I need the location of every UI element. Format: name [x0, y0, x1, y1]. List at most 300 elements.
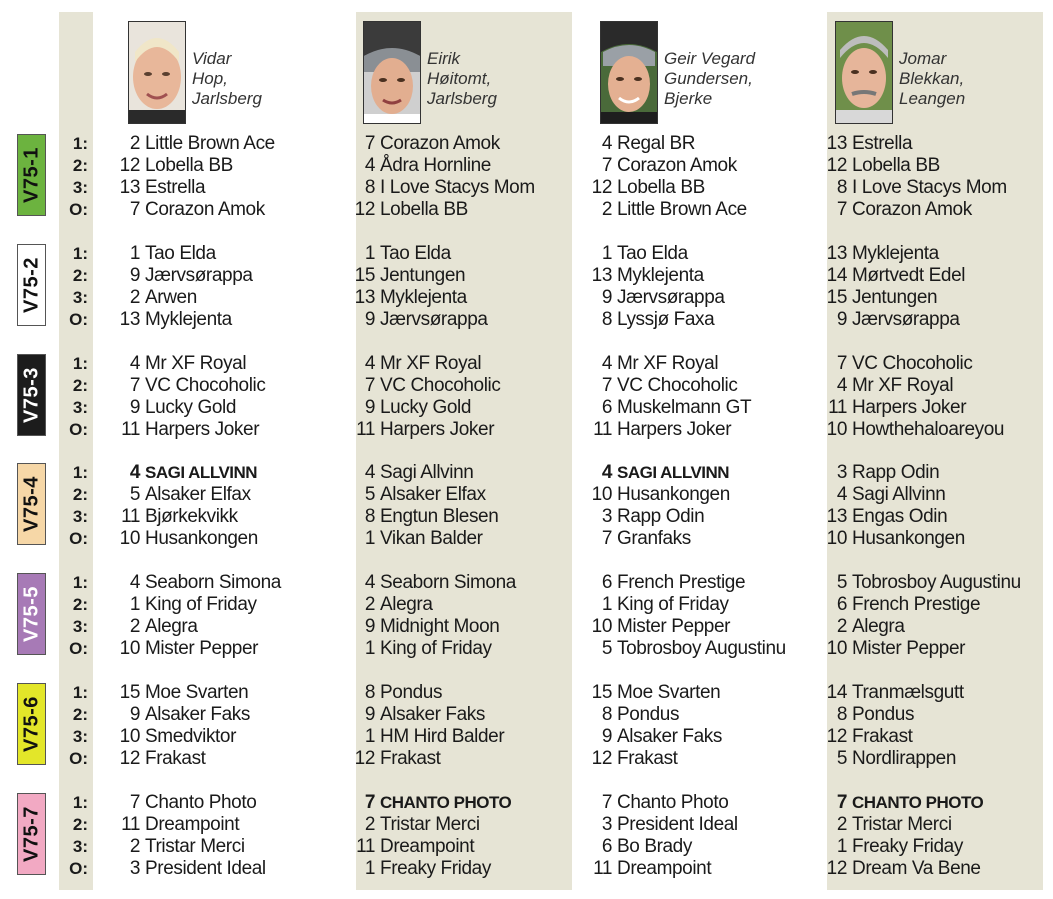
- horse-name: VC Chocoholic: [145, 375, 266, 396]
- pick-row: [353, 353, 500, 375]
- pick-row: [353, 419, 500, 441]
- pick-row: [590, 353, 751, 375]
- horse-name: Midnight Moon: [380, 616, 500, 637]
- rank-label: 1:: [72, 793, 88, 812]
- horse-name: Alsaker Faks: [380, 704, 486, 725]
- start-number: 1: [364, 243, 375, 264]
- rank-label: 2:: [72, 705, 88, 724]
- start-number: 7: [836, 199, 847, 220]
- pick-row: [825, 704, 964, 726]
- pick-row: [825, 638, 1021, 660]
- pick-row: [118, 682, 250, 704]
- rank-labels: [64, 243, 88, 331]
- start-number: 5: [836, 572, 847, 593]
- horse-name: King of Friday: [145, 594, 257, 615]
- start-number: 2: [836, 616, 847, 637]
- rank-label: 3:: [72, 288, 88, 307]
- start-number: 13: [826, 133, 847, 154]
- tipster-picks: [825, 682, 964, 770]
- tipster-picks: [825, 133, 1007, 221]
- horse-name: Alegra: [380, 594, 433, 615]
- horse-name: Freaky Friday: [380, 858, 491, 879]
- pick-row: [353, 704, 504, 726]
- start-number: 11: [593, 858, 612, 879]
- horse-name: Mr XF Royal: [852, 375, 954, 396]
- horse-name: Rapp Odin: [617, 506, 705, 527]
- horse-name: Lucky Gold: [380, 397, 472, 418]
- start-number: 10: [591, 616, 612, 637]
- horse-name: Frakast: [145, 748, 206, 769]
- horse-name: Myklejenta: [380, 287, 467, 308]
- pick-row: [353, 814, 511, 836]
- pick-row: [118, 462, 258, 484]
- start-number: 1: [364, 858, 375, 879]
- start-number: 12: [591, 177, 612, 198]
- pick-row: [825, 243, 965, 265]
- pick-row: [353, 484, 498, 506]
- start-number: 5: [836, 748, 847, 769]
- horse-name: Alsaker Elfax: [145, 484, 251, 505]
- start-number: 11: [593, 419, 612, 440]
- pick-row: [118, 265, 253, 287]
- pick-row: [353, 375, 500, 397]
- pick-row: [118, 858, 266, 880]
- horse-name: Engtun Blesen: [380, 506, 499, 527]
- pick-row: [118, 638, 281, 660]
- horse-name: Jærvsørappa: [617, 287, 725, 308]
- pick-row: [825, 528, 965, 550]
- horse-name: Tristar Merci: [380, 814, 480, 835]
- tipster-name: Eirik Høitomt, Jarlsberg: [427, 49, 497, 108]
- pick-row: [590, 814, 738, 836]
- start-number: 1: [364, 528, 375, 549]
- horse-name: Mr XF Royal: [380, 353, 482, 374]
- start-number: 12: [119, 155, 140, 176]
- rank-label: 1:: [72, 683, 88, 702]
- pick-row: [825, 199, 1007, 221]
- pick-row: [825, 133, 1007, 155]
- start-number: 4: [364, 155, 375, 176]
- pick-row: [590, 616, 786, 638]
- horse-name: Lucky Gold: [145, 397, 237, 418]
- start-number: 13: [119, 309, 140, 330]
- horse-name: Alsaker Elfax: [380, 484, 486, 505]
- horse-name: Mister Pepper: [617, 616, 731, 637]
- horse-name: Nordlirappen: [852, 748, 956, 769]
- tipster-picks: [825, 462, 965, 550]
- horse-name: Mister Pepper: [145, 638, 259, 659]
- start-number: 10: [826, 419, 847, 440]
- horse-name: Mørtvedt Edel: [852, 265, 966, 286]
- start-number: 2: [129, 616, 140, 637]
- pick-row: [825, 748, 964, 770]
- start-number: 7: [601, 375, 612, 396]
- start-number: 7: [364, 792, 375, 813]
- pick-row: [353, 594, 516, 616]
- pick-row: [118, 177, 275, 199]
- start-number: 4: [364, 353, 375, 374]
- start-number: 4: [601, 353, 612, 374]
- start-number: 13: [354, 287, 375, 308]
- rank-labels: [64, 133, 88, 221]
- horse-name: Dreampoint: [145, 814, 240, 835]
- horse-name: HM Hird Balder: [380, 726, 505, 747]
- horse-name: Alegra: [145, 616, 198, 637]
- horse-name: CHANTO PHOTO: [852, 793, 984, 812]
- horse-name: Sagi Allvinn: [852, 484, 946, 505]
- pick-row: [590, 506, 730, 528]
- rank-label: O:: [69, 859, 88, 878]
- horse-name: Howthehaloareyou: [852, 419, 1005, 440]
- pick-row: [118, 572, 281, 594]
- pick-row: [825, 792, 983, 814]
- pick-row: [353, 133, 535, 155]
- start-number: 15: [119, 682, 140, 703]
- pick-row: [590, 638, 786, 660]
- tipster-name: Jomar Blekkan, Leangen: [899, 49, 966, 108]
- start-number: 6: [601, 836, 612, 857]
- pick-row: [118, 133, 275, 155]
- horse-name: Bjørkekvikk: [145, 506, 238, 527]
- tipster-picks: [353, 353, 500, 441]
- horse-name: Jærvsørappa: [145, 265, 253, 286]
- pick-row: [590, 836, 738, 858]
- start-number: 2: [364, 594, 375, 615]
- rank-label: 3:: [72, 507, 88, 526]
- horse-name: Tobrosboy Augustinu: [617, 638, 786, 659]
- horse-name: Engas Odin: [852, 506, 948, 527]
- horse-name: Alsaker Faks: [145, 704, 251, 725]
- pick-row: [825, 836, 983, 858]
- race-label-v75-7: V75-7: [17, 793, 46, 875]
- start-number: 10: [826, 528, 847, 549]
- race-label-v75-5: V75-5: [17, 573, 46, 655]
- horse-name: Pondus: [380, 682, 443, 703]
- horse-name: Pondus: [617, 704, 680, 725]
- start-number: 11: [828, 397, 847, 418]
- pick-row: [353, 506, 498, 528]
- tipster-picks: [353, 792, 511, 880]
- pick-row: [590, 572, 786, 594]
- tipster-picks: [825, 572, 1021, 660]
- pick-row: [825, 287, 965, 309]
- pick-row: [590, 792, 738, 814]
- horse-name: Smedviktor: [145, 726, 237, 747]
- start-number: 1: [601, 243, 612, 264]
- pick-row: [590, 419, 751, 441]
- start-number: 1: [364, 726, 375, 747]
- rank-label: 1:: [72, 463, 88, 482]
- pick-row: [118, 594, 281, 616]
- pick-row: [825, 375, 1004, 397]
- horse-name: Dreampoint: [380, 836, 475, 857]
- horse-name: Chanto Photo: [145, 792, 257, 813]
- start-number: 1: [836, 836, 847, 857]
- horse-name: Arwen: [145, 287, 197, 308]
- horse-name: Mr XF Royal: [617, 353, 719, 374]
- rank-label: 1:: [72, 354, 88, 373]
- horse-name: Moe Svarten: [145, 682, 249, 703]
- horse-name: Lobella BB: [852, 155, 940, 176]
- pick-row: [353, 397, 500, 419]
- pick-row: [353, 528, 498, 550]
- tipster-name: Geir Vegard Gundersen, Bjerke: [664, 49, 756, 108]
- pick-row: [353, 616, 516, 638]
- horse-name: Myklejenta: [852, 243, 939, 264]
- rank-label: 1:: [72, 244, 88, 263]
- pick-row: [353, 726, 504, 748]
- pick-row: [825, 616, 1021, 638]
- rank-label: 2:: [72, 376, 88, 395]
- tipster-picks: [825, 243, 965, 331]
- horse-name: Frakast: [617, 748, 678, 769]
- pick-row: [118, 397, 265, 419]
- pick-row: [118, 748, 250, 770]
- start-number: 5: [364, 484, 375, 505]
- start-number: 8: [364, 682, 375, 703]
- pick-row: [118, 155, 275, 177]
- pick-row: [118, 528, 258, 550]
- horse-name: Mr XF Royal: [145, 353, 247, 374]
- start-number: 7: [129, 792, 140, 813]
- start-number: 13: [591, 265, 612, 286]
- pick-row: [353, 682, 504, 704]
- horse-name: Jærvsørappa: [852, 309, 960, 330]
- start-number: 8: [836, 177, 847, 198]
- horse-name: Little Brown Ace: [145, 133, 275, 154]
- start-number: 10: [119, 638, 140, 659]
- rank-label: 2:: [72, 485, 88, 504]
- pick-row: [590, 287, 725, 309]
- start-number: 1: [364, 638, 375, 659]
- pick-row: [118, 419, 265, 441]
- start-number: 11: [121, 419, 140, 440]
- start-number: 2: [601, 199, 612, 220]
- start-number: 4: [836, 375, 847, 396]
- rank-label: O:: [69, 529, 88, 548]
- horse-name: Regal BR: [617, 133, 696, 154]
- pick-row: [353, 572, 516, 594]
- start-number: 12: [826, 858, 847, 879]
- start-number: 10: [826, 638, 847, 659]
- pick-row: [825, 309, 965, 331]
- start-number: 10: [119, 528, 140, 549]
- start-number: 12: [826, 726, 847, 747]
- start-number: 9: [601, 726, 612, 747]
- horse-name: Tranmælsgutt: [852, 682, 964, 703]
- rank-label: O:: [69, 420, 88, 439]
- start-number: 9: [364, 616, 375, 637]
- tipster-name: Vidar Hop, Jarlsberg: [192, 49, 262, 108]
- rank-label: 3:: [72, 617, 88, 636]
- horse-name: Chanto Photo: [617, 792, 729, 813]
- start-number: 6: [601, 397, 612, 418]
- pick-row: [825, 177, 1007, 199]
- rank-label: 2:: [72, 156, 88, 175]
- pick-row: [118, 243, 253, 265]
- pick-row: [353, 155, 535, 177]
- horse-name: Harpers Joker: [380, 419, 495, 440]
- tipster-picks: [825, 792, 983, 880]
- start-number: 11: [121, 814, 140, 835]
- rank-label: 2:: [72, 815, 88, 834]
- start-number: 7: [364, 133, 375, 154]
- tipster-picks: [118, 133, 275, 221]
- horse-name: Lobella BB: [380, 199, 468, 220]
- start-number: 14: [826, 682, 847, 703]
- horse-name: Moe Svarten: [617, 682, 721, 703]
- start-number: 13: [826, 506, 847, 527]
- start-number: 7: [601, 155, 612, 176]
- start-number: 4: [129, 572, 140, 593]
- start-number: 7: [601, 792, 612, 813]
- rank-labels: [64, 792, 88, 880]
- tipster-picks: [590, 133, 747, 221]
- rank-label: O:: [69, 200, 88, 219]
- start-number: 4: [836, 484, 847, 505]
- pick-row: [118, 309, 253, 331]
- pick-row: [353, 858, 511, 880]
- horse-name: Seaborn Simona: [145, 572, 281, 593]
- start-number: 4: [601, 462, 612, 483]
- start-number: 8: [364, 506, 375, 527]
- horse-name: CHANTO PHOTO: [380, 793, 512, 812]
- rank-label: O:: [69, 310, 88, 329]
- start-number: 7: [129, 375, 140, 396]
- rank-label: 2:: [72, 266, 88, 285]
- pick-row: [590, 858, 738, 880]
- start-number: 15: [591, 682, 612, 703]
- start-number: 3: [129, 858, 140, 879]
- horse-name: Estrella: [852, 133, 913, 154]
- start-number: 8: [836, 704, 847, 725]
- pick-row: [353, 243, 488, 265]
- pick-row: [353, 287, 488, 309]
- tipster-photo: [128, 21, 186, 124]
- pick-row: [353, 309, 488, 331]
- horse-name: SAGI ALLVINN: [617, 463, 730, 482]
- pick-row: [118, 484, 258, 506]
- horse-name: Husankongen: [145, 528, 258, 549]
- start-number: 4: [129, 462, 140, 483]
- start-number: 1: [129, 243, 140, 264]
- pick-row: [353, 638, 516, 660]
- horse-name: Tristar Merci: [145, 836, 245, 857]
- start-number: 3: [601, 814, 612, 835]
- rank-label: 3:: [72, 837, 88, 856]
- horse-name: President Ideal: [145, 858, 266, 879]
- start-number: 5: [129, 484, 140, 505]
- horse-name: Lobella BB: [145, 155, 233, 176]
- pick-row: [825, 506, 965, 528]
- pick-row: [825, 397, 1004, 419]
- race-label-v75-6: V75-6: [17, 683, 46, 765]
- pick-row: [590, 748, 722, 770]
- horse-name: Freaky Friday: [852, 836, 963, 857]
- tipster-picks: [353, 133, 535, 221]
- pick-row: [353, 836, 511, 858]
- start-number: 8: [364, 177, 375, 198]
- horse-name: Jærvsørappa: [380, 309, 488, 330]
- rank-labels: [64, 682, 88, 770]
- horse-name: Ådra Hornline: [380, 155, 491, 176]
- horse-name: VC Chocoholic: [852, 353, 973, 374]
- horse-name: Myklejenta: [617, 265, 704, 286]
- pick-row: [353, 265, 488, 287]
- start-number: 15: [826, 287, 847, 308]
- pick-row: [825, 265, 965, 287]
- tipster-picks: [118, 792, 266, 880]
- start-number: 2: [129, 133, 140, 154]
- start-number: 9: [129, 397, 140, 418]
- pick-row: [118, 704, 250, 726]
- start-number: 2: [129, 836, 140, 857]
- start-number: 4: [129, 353, 140, 374]
- start-number: 14: [826, 265, 847, 286]
- race-label-v75-2: V75-2: [17, 244, 46, 326]
- horse-name: Muskelmann GT: [617, 397, 752, 418]
- tipster-picks: [353, 462, 498, 550]
- start-number: 8: [601, 309, 612, 330]
- tipster-photo: [835, 21, 893, 124]
- horse-name: Jentungen: [380, 265, 466, 286]
- pick-row: [118, 726, 250, 748]
- horse-name: Corazon Amok: [380, 133, 500, 154]
- pick-row: [590, 243, 725, 265]
- horse-name: Husankongen: [617, 484, 730, 505]
- tipster-picks: [590, 572, 786, 660]
- horse-name: Dream Va Bene: [852, 858, 981, 879]
- pick-row: [353, 199, 535, 221]
- horse-name: Harpers Joker: [145, 419, 260, 440]
- rank-label: O:: [69, 639, 88, 658]
- tipster-picks: [590, 353, 751, 441]
- tipster-picks: [118, 572, 281, 660]
- rank-label: 1:: [72, 134, 88, 153]
- pick-row: [590, 375, 751, 397]
- tipster-picks: [118, 682, 250, 770]
- pick-row: [118, 814, 266, 836]
- pick-row: [590, 309, 725, 331]
- start-number: 2: [129, 287, 140, 308]
- horse-name: Tristar Merci: [852, 814, 952, 835]
- horse-name: French Prestige: [852, 594, 981, 615]
- pick-row: [825, 484, 965, 506]
- start-number: 7: [364, 375, 375, 396]
- tipster-picks: [590, 462, 730, 550]
- rank-label: 3:: [72, 178, 88, 197]
- horse-name: Tao Elda: [380, 243, 451, 264]
- start-number: 11: [356, 836, 375, 857]
- pick-row: [825, 814, 983, 836]
- horse-name: Frakast: [380, 748, 441, 769]
- pick-row: [353, 462, 498, 484]
- pick-row: [825, 572, 1021, 594]
- pick-row: [590, 397, 751, 419]
- horse-name: VC Chocoholic: [617, 375, 738, 396]
- start-number: 12: [591, 748, 612, 769]
- pick-row: [590, 133, 747, 155]
- rank-label: 1:: [72, 573, 88, 592]
- start-number: 12: [354, 748, 375, 769]
- pick-row: [118, 792, 266, 814]
- race-label-v75-4: V75-4: [17, 463, 46, 545]
- horse-name: Vikan Balder: [380, 528, 483, 549]
- start-number: 3: [836, 462, 847, 483]
- race-label-v75-1: V75-1: [17, 134, 46, 216]
- pick-row: [825, 726, 964, 748]
- horse-name: Tao Elda: [617, 243, 688, 264]
